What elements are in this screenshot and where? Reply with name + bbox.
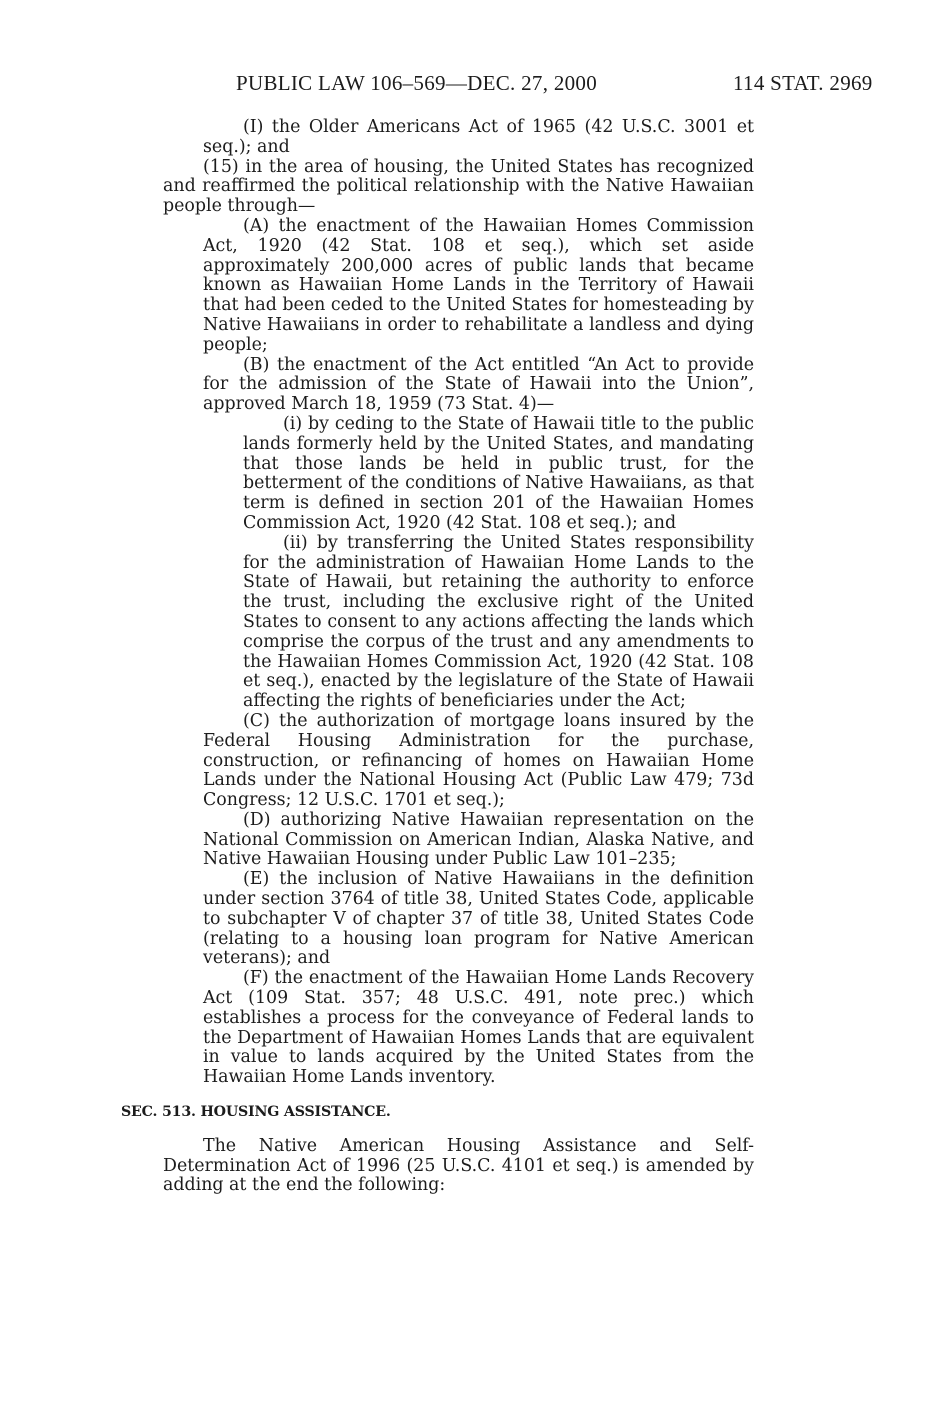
section-body: The Native American Housing Assistance and Self-Determination Act of 1996 (25 U.S.C. 4101 et seq.) is amended by adding at the end the following: [163, 1135, 754, 1196]
paragraph-b-admission-act: (B) the enactment of the Act entitled “An Act to provide for the admission of the State of Hawaii into the Union”, approved March 18, 1959 (73 Stat. 4)— [203, 354, 754, 415]
paragraph-d-representation: (D) authorizing Native Hawaiian representation on the National Commission on American Indian, Alaska Native, and Native Hawaiian Housing under Public Law 101–235; [203, 809, 754, 870]
paragraph-c-mortgage-loans: (C) the authorization of mortgage loans insured by the Federal Housing Administration for the purchase, construction, or refinancing of homes on Hawaiian Home Lands under the National Housing Act (Public Law 479; 73d Congress; 12 U.S.C. 1701 et seq.); [203, 710, 754, 811]
paragraph-a-hawaiian-homes-act: (A) the enactment of the Hawaiian Homes Commission Act, 1920 (42 Stat. 108 et seq.), which set aside approximately 200,000 acres of public lands that became known as Hawaiian Home Lands in the Territory of Hawaii that had been ceded to the United States for homesteading by Native Hawaiians in order to rehabilitate a landless and dying people; [203, 215, 754, 355]
paragraph-b-ii-transferring-responsibility: (ii) by transferring the United States responsibility for the administration of Hawaiian Home Lands to the State of Hawaii, but retaining the authority to enforce the trust, including the exclusive right of the United States to consent to any actions affecting the lands which comprise the corpus of the trust and any amendments to the Hawaiian Homes Commission Act, 1920 (42 Stat. 108 et seq.), enacted by the legislature of the State of Hawaii affecting the rights of beneficiaries under the Act; [243, 532, 754, 712]
paragraph-e-definition: (E) the inclusion of Native Hawaiians in the definition under section 3764 of title 38, United States Code, applicable to subchapter V of chapter 37 of title 38, United States Code (relating to a housing loan program for Native American veterans); and [203, 869, 754, 969]
paragraph-b-i-ceding-lands: (i) by ceding to the State of Hawaii title to the public lands formerly held by the United States, and mandating that those lands be held in public trust, for the betterment of the conditions of Native Hawaiians, as that term is defined in section 201 of the Hawaiian Homes Commission Act, 1920 (42 Stat. 108 et seq.); and [243, 413, 754, 533]
paragraph-older-americans-act: (I) the Older Americans Act of 1965 (42 U.S.C. 3001 et seq.); and [203, 117, 754, 157]
running-head-title: PUBLIC LAW 106–569—DEC. 27, 2000 [236, 71, 598, 95]
page-number: 114 STAT. 2969 [733, 71, 873, 95]
paragraph-f-recovery-act: (F) the enactment of the Hawaiian Home Lands Recovery Act (109 Stat. 357; 48 U.S.C. 491, note prec.) which establishes a process for the conveyance of Federal lands to the Department of Hawaiian Homes Lands that are equivalent in value to lands acquired by the United States from the Hawaiian Home Lands inventory. [203, 968, 754, 1088]
document-body [121, 117, 754, 1196]
running-head [0, 66, 950, 100]
section-heading: SEC. 513. HOUSING ASSISTANCE. [121, 1104, 391, 1121]
paragraph-15-housing: (15) in the area of housing, the United States has recognized and reaffirmed the political relationship with the Native Hawaiian people through— [163, 156, 754, 217]
